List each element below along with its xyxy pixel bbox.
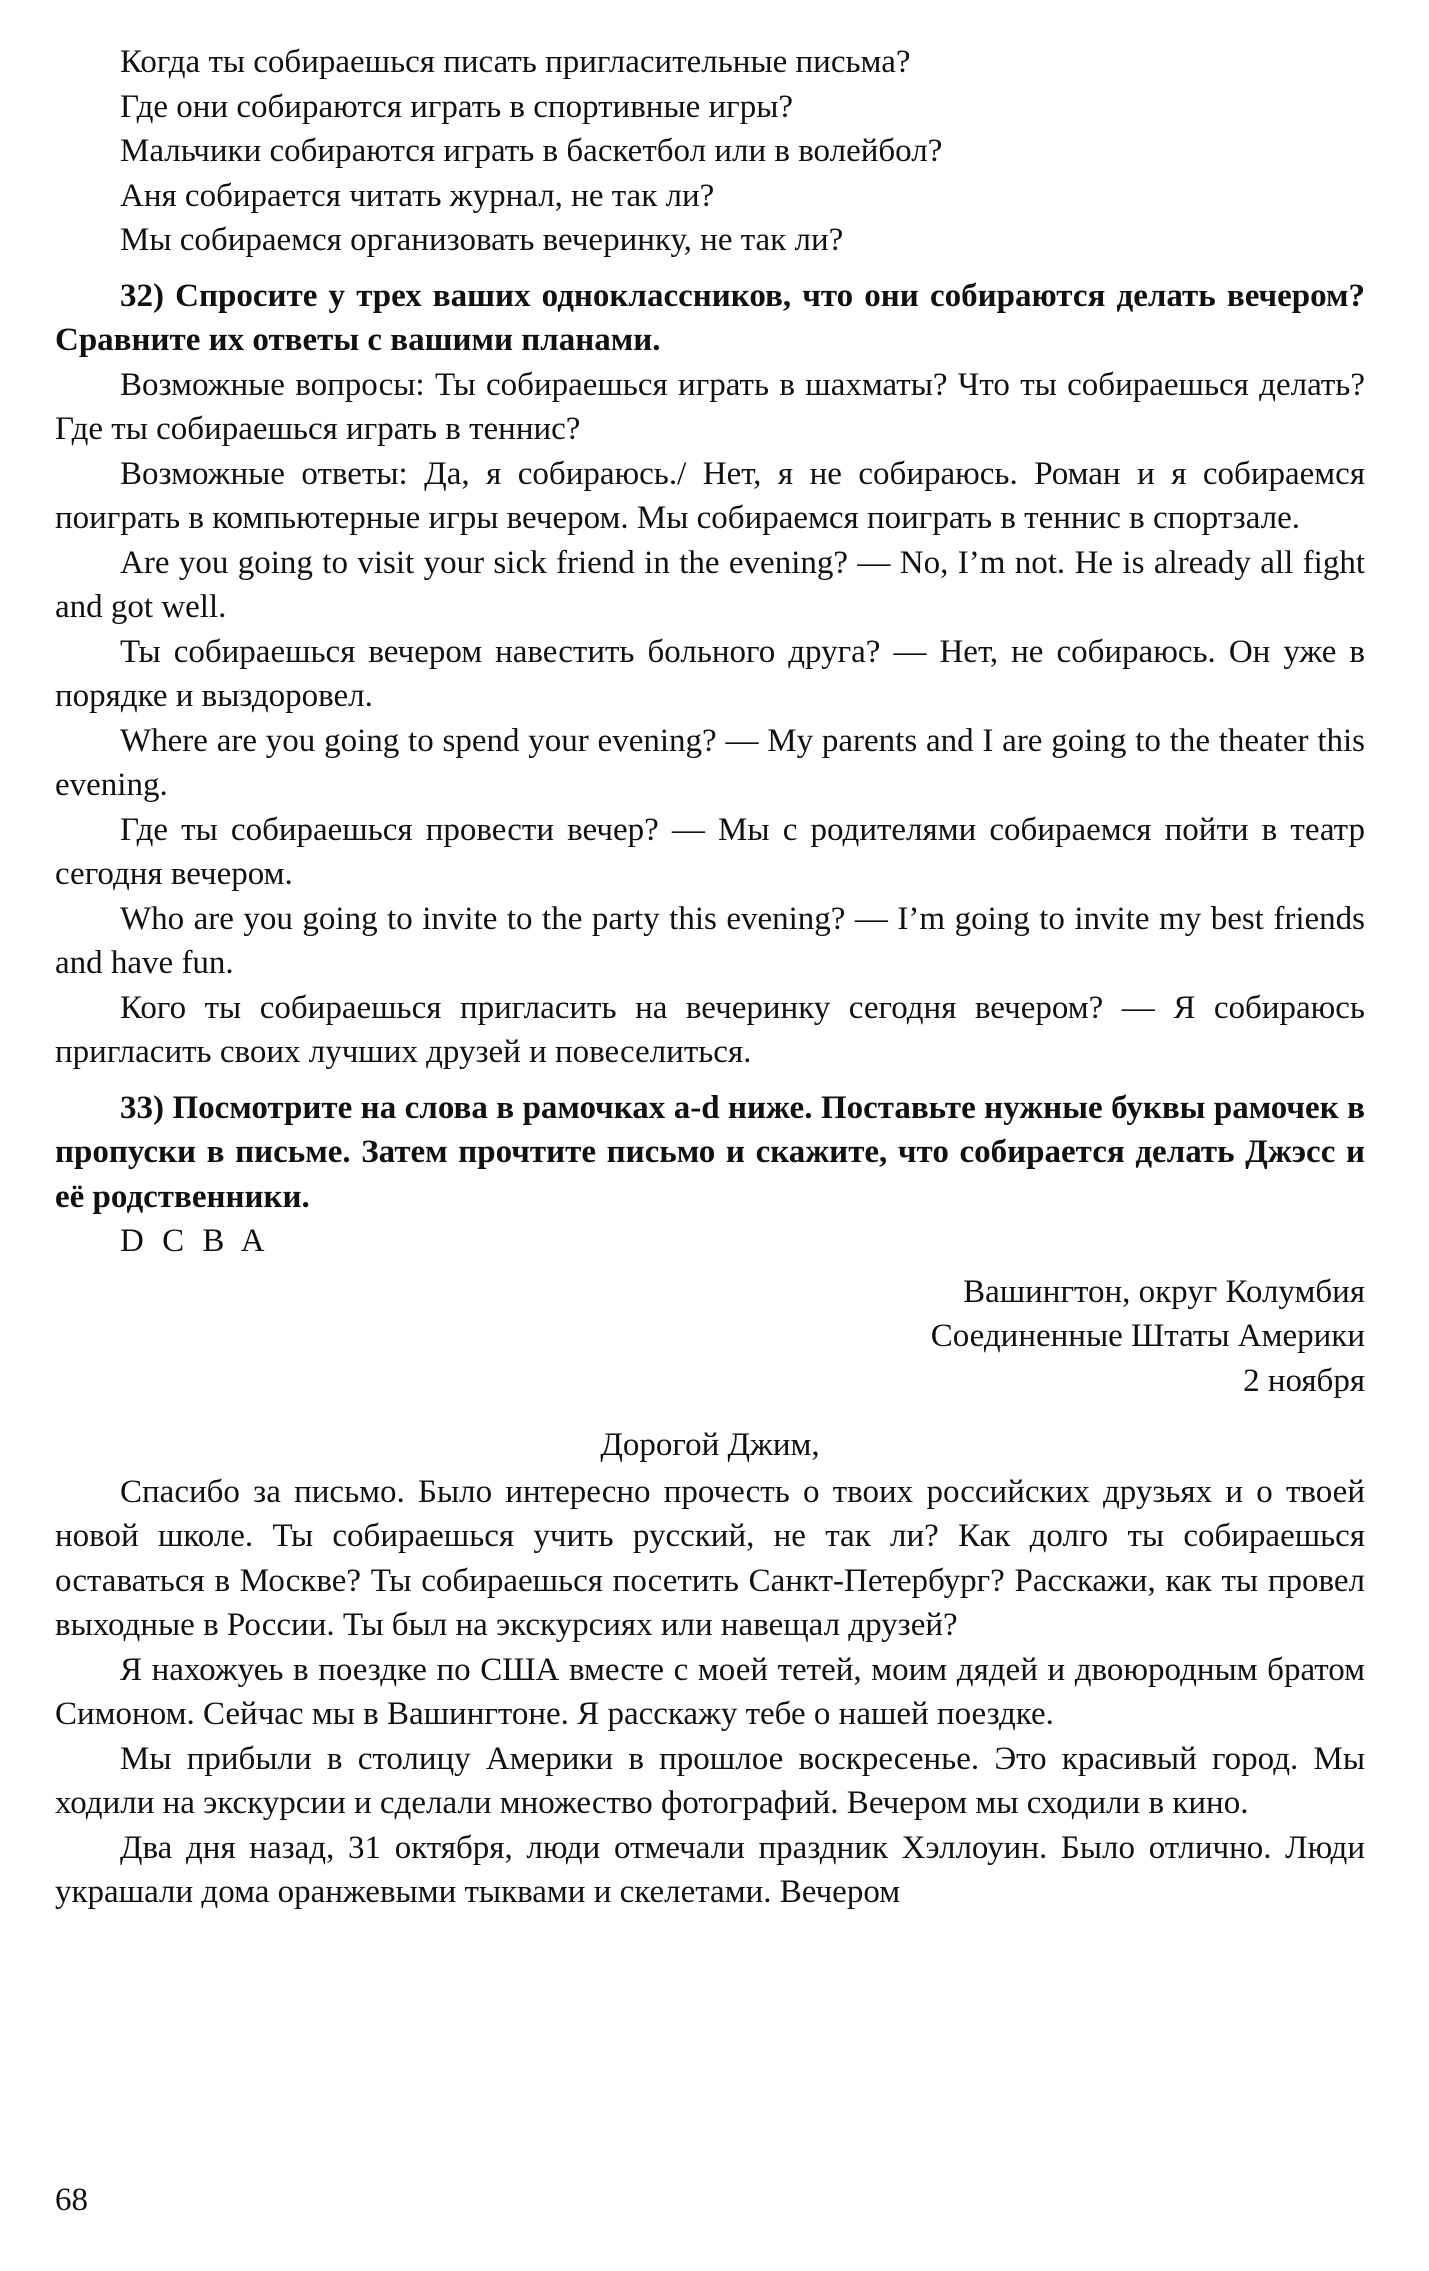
exercise-33-heading: 33) Посмотрите на слова в рамочках a-d ниже. Поставьте нужные буквы рамочек в пропуски в письме. Затем прочтите письмо и скажите, что собирается делать Джэсс и её родственники.: [55, 1089, 1365, 1215]
exercise-32: [55, 274, 1365, 1075]
answer-letters: D C B A: [120, 1223, 270, 1259]
paragraph: Ты собираешься вечером навестить больного друга? — Нет, не собираюсь. Он уже в порядке и выздоровел.: [55, 633, 1365, 714]
letter-paragraph: Я нахожуеь в поездке по США вместе с моей тетей, моим дядей и двоюродным братом Симоном. Сейчас мы в Вашингтоне. Я расскажу тебе о нашей поездке.: [55, 1651, 1365, 1732]
letter-date: 2 ноября: [1243, 1362, 1365, 1399]
question-line: Когда ты собираешься писать пригласительные письма?: [120, 44, 911, 80]
question-line: Где они собираются играть в спортивные игры?: [120, 88, 794, 125]
exercise-33: [55, 1086, 1365, 1915]
question-list: [55, 40, 1365, 263]
paragraph: Are you going to visit your sick friend in the evening? — No, I’m not. He is already all fight and got well.: [55, 544, 1365, 625]
paragraph: Кого ты собираешься пригласить на вечеринку сегодня вечером? — Я собираюсь пригласить своих лучших друзей и повеселиться.: [55, 989, 1365, 1070]
address-line: Соединенные Штаты Америки: [930, 1318, 1365, 1354]
paragraph: Возможные ответы: Да, я собираюсь./ Нет, я не собираюсь. Роман и я собираемся поиграть в компьютерные игры вечером. Мы собираемся поиграть в теннис в спортзале.: [55, 455, 1365, 536]
letter-address: [55, 1270, 1365, 1404]
letter-salutation: Дорогой Джим,: [600, 1427, 820, 1463]
address-line: Вашингтон, округ Колумбия: [963, 1273, 1365, 1310]
paragraph: Где ты собираешься провести вечер? — Мы с родителями собираемся пойти в театр сегодня вечером.: [55, 811, 1365, 892]
question-line: Мы собираемся организовать вечеринку, не так ли?: [120, 222, 844, 258]
question-line: Аня собирается читать журнал, не так ли?: [120, 177, 715, 214]
paragraph: Возможные вопросы: Ты собираешься играть в шахматы? Что ты собираешься делать? Где ты собираешься играть в теннис?: [55, 366, 1365, 447]
letter-paragraph: Два дня назад, 31 октября, люди отмечали праздник Хэллоуин. Было отлично. Люди украшали дома оранжевыми тыквами и скелетами. Вечером: [55, 1829, 1365, 1910]
page-number: 68: [55, 2182, 88, 2218]
page-content: [55, 40, 1365, 1915]
paragraph: Where are you going to spend your evening? — My parents and I are going to the theater this evening.: [55, 722, 1365, 803]
letter-paragraph: Мы прибыли в столицу Америки в прошлое воскресенье. Это красивый город. Мы ходили на экскурсии и сделали множество фотографий. Вечером мы сходили в кино.: [55, 1740, 1365, 1821]
letter-paragraph: Спасибо за письмо. Было интересно прочесть о твоих российских друзьях и о твоей новой школе. Ты собираешься учить русский, не так ли? Как долго ты собираешься оставаться в Москве? Ты собираешься посетить Санкт-Петербург? Расскажи, как ты провел выходные в России. Ты был на экскурсиях или навещал друзей?: [55, 1473, 1365, 1643]
question-line: Мальчики собираются играть в баскетбол или в волейбол?: [120, 133, 943, 169]
paragraph: Who are you going to invite to the party this evening? — I’m going to invite my best friends and have fun.: [55, 900, 1365, 981]
exercise-32-heading: 32) Спросите у трех ваших одноклассников, что они собираются делать вечером? Сравните их ответы с вашими планами.: [55, 277, 1365, 358]
